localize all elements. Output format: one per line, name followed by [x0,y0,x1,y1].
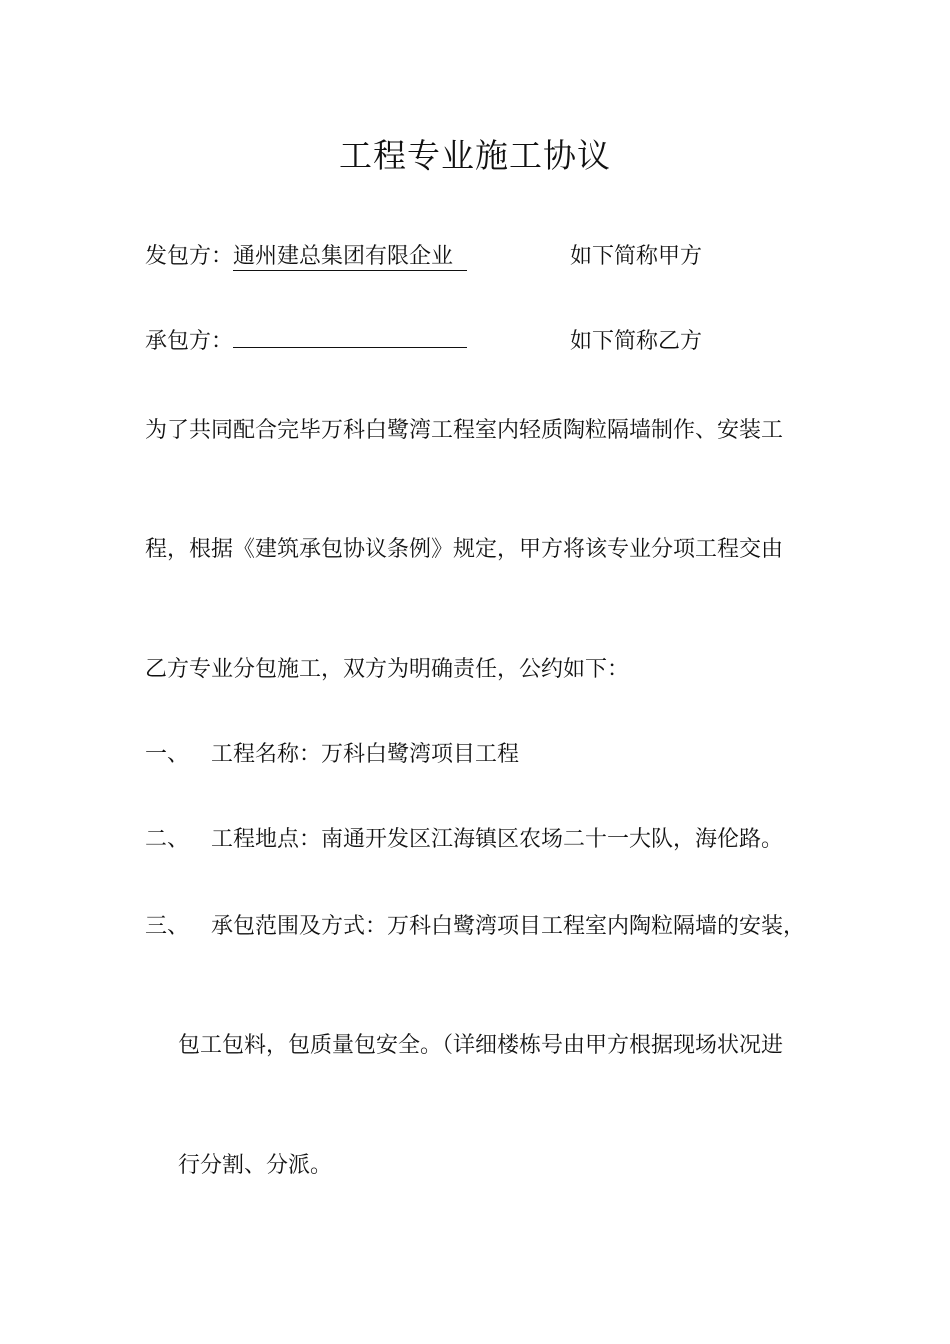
clause-3 [145,912,805,942]
clause-1-text: 工程名称：万科白鹭湾项目工程 [211,742,520,767]
employer-name: 通州建总集团有限企业 [233,244,467,271]
clause-2-number: 二、 [145,827,190,852]
clause-3-text-line-3: 行分割、分派。 [178,1153,333,1178]
employer-label: 发包方： [145,244,234,269]
intro-line-3: 乙方专业分包施工，双方为明确责任，公约如下： [145,657,630,682]
intro-line-1: 为了共同配合完毕万科白鹭湾工程室内轻质陶粒隔墙制作、安装工 [145,418,784,443]
clause-3-text-line-1: 承包范围及方式：万科白鹭湾项目工程室内陶粒隔墙的安装， [211,914,806,939]
intro-line-2: 程，根据《建筑承包协议条例》规定，甲方将该专业分项工程交由 [145,537,784,562]
employer-line [145,242,703,272]
clause-2 [145,825,783,855]
clause-3-text-line-2: 包工包料，包质量包安全。（详细楼栋号由甲方根据现场状况进 [178,1033,784,1058]
clause-1-number: 一、 [145,742,190,767]
contractor-name-blank [233,347,467,348]
employer-alias: 如下简称甲方 [570,244,703,269]
contractor-alias: 如下简称乙方 [570,329,703,354]
document-title: 工程专业施工协议 [339,136,611,175]
clause-1 [145,740,519,770]
contractor-line [145,327,703,357]
contractor-label: 承包方： [145,329,234,354]
clause-2-text: 工程地点：南通开发区江海镇区农场二十一大队，海伦路。 [211,827,784,852]
clause-3-number: 三、 [145,914,190,939]
